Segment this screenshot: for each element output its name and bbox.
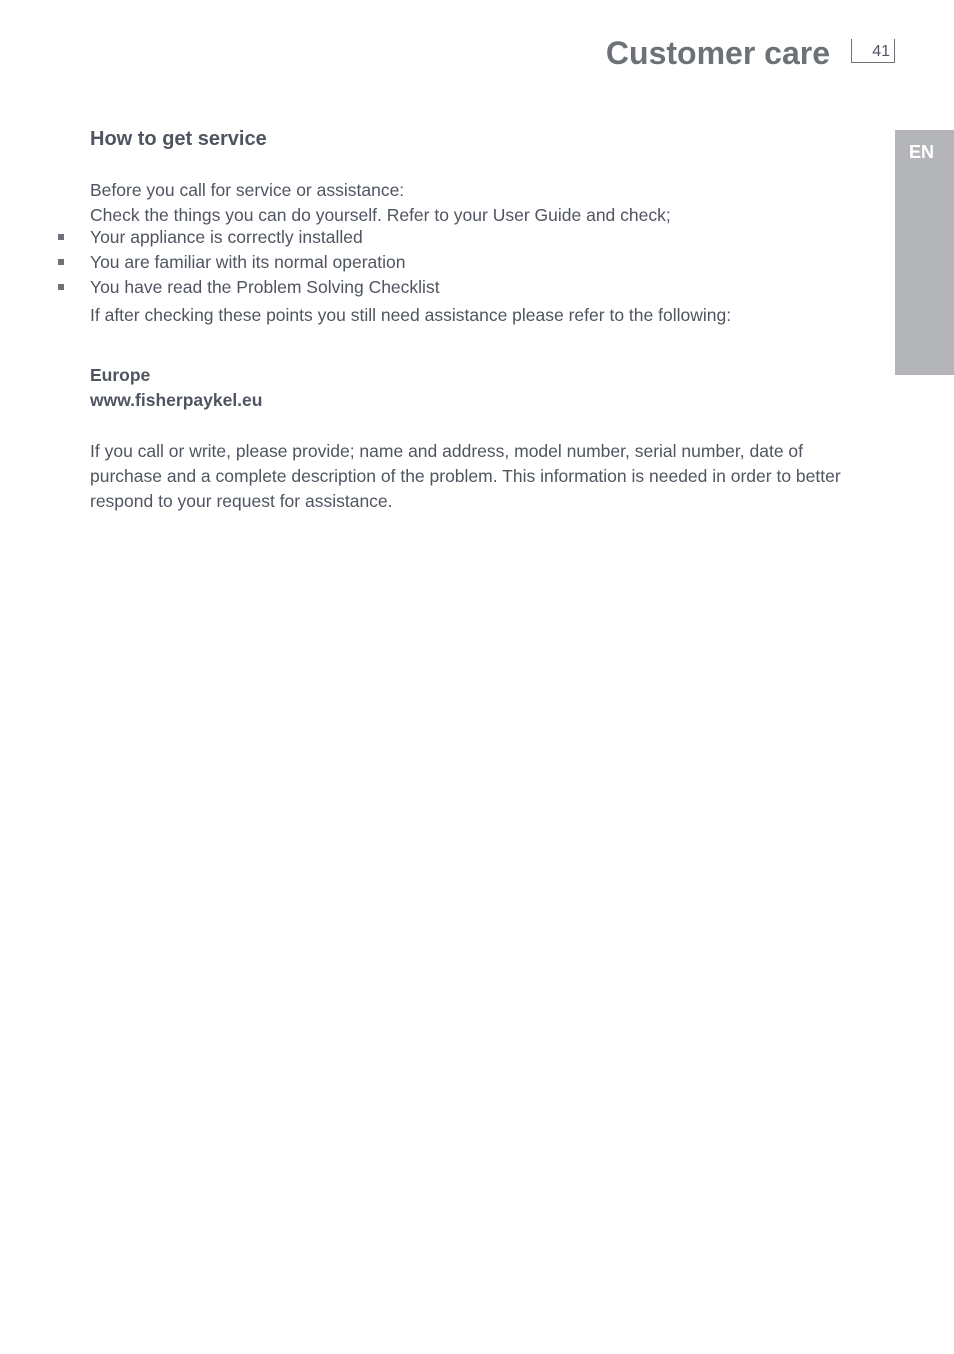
bullet-square-icon xyxy=(58,259,64,265)
region-label: Europe xyxy=(90,365,151,385)
bullet-square-icon xyxy=(58,284,64,290)
section-heading: How to get service xyxy=(90,128,267,150)
intro-line-1: Before you call for service or assistance: xyxy=(90,180,405,200)
page-number: 41 xyxy=(851,39,895,63)
contact-note: If you call or write, please provide; name and address, model number, serial number, date of purchase and a complete description of the problem. This information is needed in order to better respond to your request for assistance. xyxy=(90,441,841,511)
checklist-item xyxy=(90,225,363,250)
page-title: Customer care xyxy=(605,35,830,71)
checklist-item xyxy=(90,250,405,275)
checklist-item-text: Your appliance is correctly installed xyxy=(90,227,363,247)
checklist-item xyxy=(90,275,440,300)
language-label: EN xyxy=(909,142,935,162)
intro-line-2: Check the things you can do yourself. Refer to your User Guide and check; xyxy=(90,205,671,225)
website-link[interactable]: www.fisherpaykel.eu xyxy=(90,390,263,410)
language-tab xyxy=(895,130,954,375)
checklist-item-text: You are familiar with its normal operation xyxy=(90,252,406,272)
follow-up-text: If after checking these points you still need assistance please refer to the following: xyxy=(90,305,732,325)
checklist-item-text: You have read the Problem Solving Checklist xyxy=(90,277,440,297)
bullet-square-icon xyxy=(58,234,64,240)
